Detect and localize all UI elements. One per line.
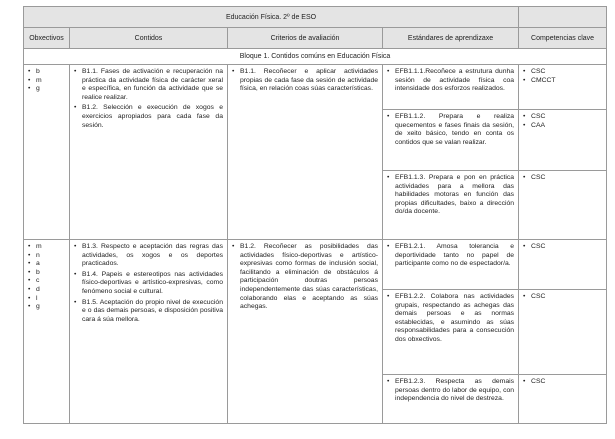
criterion-item: • B1.2. Recoñecer as posibilidades das actividades físico-deportivas e artístico-expresivas como formas de inclusión social, facilitando a eliminación de obstáculos á participación doutras persoas independentemente das súas características, colaborando elas e aceptando as súas achegas. <box>232 243 378 312</box>
standard-list <box>387 68 514 94</box>
competences-cell <box>519 65 607 110</box>
objectives-list <box>28 68 65 94</box>
header-criteria: Criterios de avaliación <box>228 28 383 49</box>
criteria-list <box>232 68 378 94</box>
standard-item: • EFB1.1.2. Prepara e realiza quecementos e fases finais da sesión, de xeito básico, tendo en conta os contidos que se valan realizar. <box>387 113 514 147</box>
content-item: • B1.4. Papeis e estereotipos nas actividades físico-deportivas e artístico-expresivas, como fenómeno social e cultural. <box>74 271 223 297</box>
criterion-item: • B1.1. Recoñecer e aplicar actividades propias de cada fase da sesión de actividade física, en relación coas súas características. <box>232 68 378 94</box>
standard-list <box>387 293 514 345</box>
contents-list <box>74 68 223 130</box>
objective-item: • l <box>28 295 65 304</box>
standard-list <box>387 113 514 147</box>
objective-item: • d <box>28 286 65 295</box>
competences-cell <box>519 110 607 171</box>
criteria-cell <box>228 240 383 424</box>
standard-list <box>387 243 514 269</box>
content-item: • B1.2. Selección e execución de xogos e exercicios apropiados para cada fase da sesión. <box>74 104 223 130</box>
objective-item: • c <box>28 277 65 286</box>
criteria-list <box>232 243 378 312</box>
objectives-cell <box>24 240 70 424</box>
standard-cell <box>383 240 519 290</box>
objective-item: • n <box>28 252 65 261</box>
objective-item: • g <box>28 303 65 312</box>
contents-cell <box>70 240 228 424</box>
competence-item: • CSC <box>523 293 602 302</box>
competences-list <box>523 113 602 130</box>
objective-item: • m <box>28 243 65 252</box>
competence-item: • CSC <box>523 243 602 252</box>
standard-cell <box>383 65 519 110</box>
contents-cell <box>70 65 228 240</box>
block-title: Bloque 1. Contidos comúns en Educación Física <box>24 49 607 65</box>
competences-cell <box>519 290 607 375</box>
standard-list <box>387 378 514 404</box>
competence-item: • CSC <box>523 174 602 183</box>
table-title-empty-cell <box>519 7 607 28</box>
content-item: • B1.1. Fases de activación e recuperación na práctica da actividade física de carácter xeral e específica, en función da actividade que se realice realizar. <box>74 68 223 102</box>
standard-item: • EFB1.1.1.Recoñece a estrutura dunha sesión de actividade física coa intensidade dos esforzos realizados. <box>387 68 514 94</box>
header-contents: Contidos <box>70 28 228 49</box>
competences-list <box>523 378 602 387</box>
table-row <box>24 240 607 290</box>
standard-list <box>387 174 514 217</box>
standard-cell <box>383 171 519 240</box>
table-title: Educación Física. 2º de ESO <box>24 7 519 28</box>
standard-cell <box>383 110 519 171</box>
competences-list <box>523 243 602 252</box>
standard-item: • EFB1.2.1. Amosa tolerancia e deportividade tanto no papel de participante como no de espectador/a. <box>387 243 514 269</box>
objectives-cell <box>24 65 70 240</box>
competences-cell <box>519 240 607 290</box>
standard-item: • EFB1.2.2. Colabora nas actividades grupais, respectando as achegas das demais persoas e as normas establecidas, e asumindo as súas responsabilidades para a consecución dos obxectivos. <box>387 293 514 345</box>
standard-cell <box>383 375 519 424</box>
contents-list <box>74 243 223 324</box>
standard-item: • EFB1.1.3. Prepara e pon en práctica actividades para a mellora das habilidades motoras en función das propias dificultades, baixo a dirección do/da docente. <box>387 174 514 217</box>
competences-cell <box>519 375 607 424</box>
competence-item: • CSC <box>523 378 602 387</box>
competence-item: • CAA <box>523 122 602 131</box>
content-item: • B1.3. Respecto e aceptación das regras das actividades, os xogos e os deportes practicados. <box>74 243 223 269</box>
objective-item: • b <box>28 269 65 278</box>
objective-item: • m <box>28 77 65 86</box>
objective-item: • b <box>28 68 65 77</box>
standard-item: • EFB1.2.3. Respecta as demais persoas dentro do labor de equipo, con independencia do nivel de destreza. <box>387 378 514 404</box>
curriculum-table <box>23 6 607 424</box>
standard-cell <box>383 290 519 375</box>
competences-cell <box>519 171 607 240</box>
competences-list <box>523 68 602 85</box>
curriculum-table-container <box>23 6 606 424</box>
competences-list <box>523 293 602 302</box>
header-standards: Estándares de aprendizaxe <box>383 28 519 49</box>
objective-item: • g <box>28 85 65 94</box>
table-row <box>24 65 607 110</box>
competences-list <box>523 174 602 183</box>
header-objectives: Obxectivos <box>24 28 70 49</box>
header-competences: Competencias clave <box>519 28 607 49</box>
competence-item: • CSC <box>523 68 602 77</box>
content-item: • B1.5. Aceptación do propio nivel de execución e o das demais persoas, e disposición positiva cara á súa mellora. <box>74 299 223 325</box>
criteria-cell <box>228 65 383 240</box>
objectives-list <box>28 243 65 312</box>
competence-item: • CSC <box>523 113 602 122</box>
objective-item: • a <box>28 260 65 269</box>
competence-item: • CMCCT <box>523 77 602 86</box>
